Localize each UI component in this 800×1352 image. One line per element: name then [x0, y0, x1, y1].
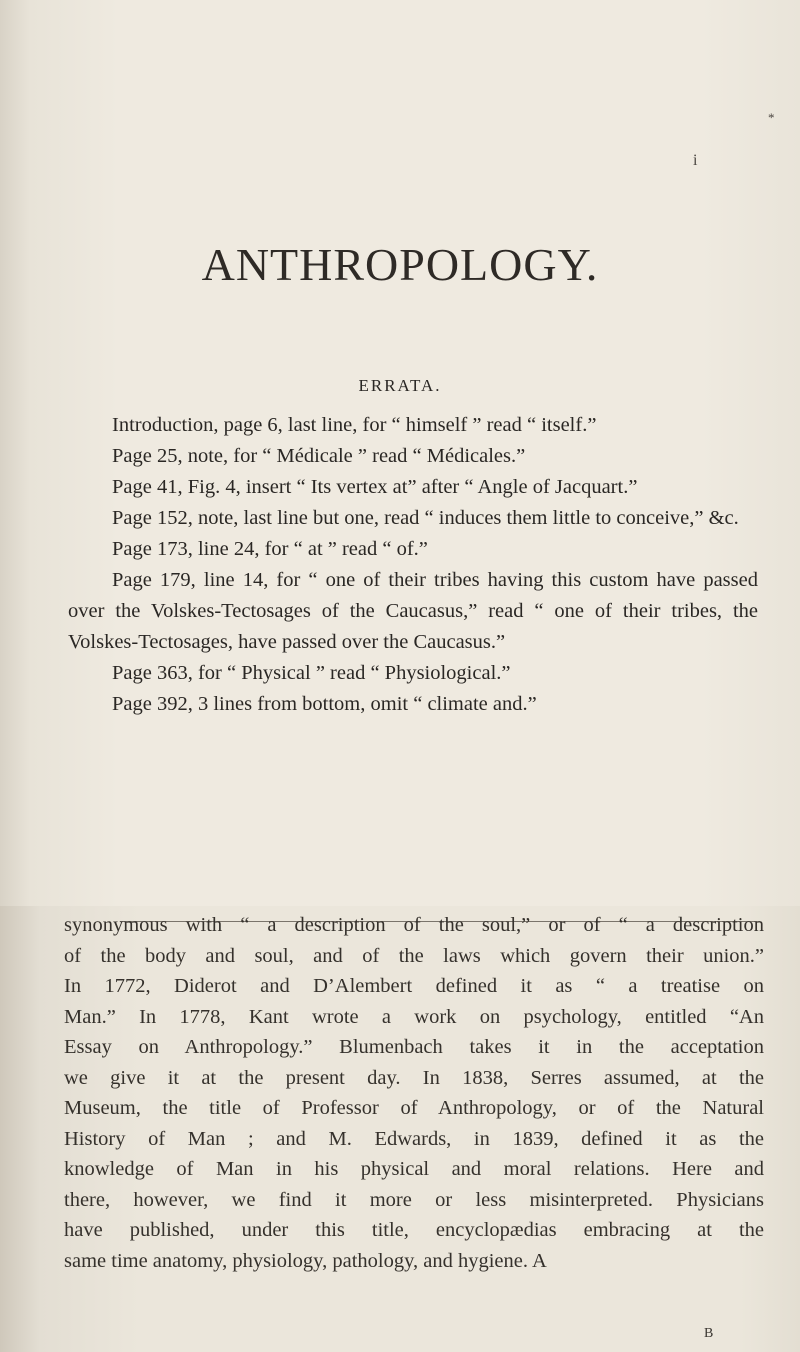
errata-entry: Page 363, for “ Physical ” read “ Physiological.”: [112, 662, 511, 684]
body-line: synonymous with “ a description of the soul,” or of “ a description: [64, 914, 764, 936]
errata-entry: Page 25, note, for “ Médicale ” read “ Médicales.”: [112, 445, 526, 467]
body-line: Museum, the title of Professor of Anthropology, or of the Natural: [64, 1097, 764, 1119]
signature-mark: B: [704, 1326, 714, 1341]
errata-entry: Page 152, note, last line but one, read “ induces them little to conceive,” &c.: [112, 507, 739, 529]
errata-entry: Introduction, page 6, last line, for “ himself ” read “ itself.”: [112, 414, 597, 436]
errata-entry: Page 179, line 14, for “ one of their tribes having this custom have passed over the Volskes-Tectosages of the Caucasus,” read “ one of their tribes, the Volskes-Tectosages, have passed over the Caucasus.”: [68, 569, 758, 653]
body-line: of the body and soul, and of the laws which govern their union.”: [64, 944, 764, 967]
body-line: In 1772, Diderot and D’Alembert defined it as “ a treatise on: [64, 975, 764, 997]
body-line: same time anatomy, physiology, pathology, and hygiene. A: [64, 1249, 547, 1272]
body-line: History of Man ; and M. Edwards, in 1839, defined it as the: [64, 1127, 764, 1150]
errata-list: [68, 410, 758, 720]
body-line: Man.” In 1778, Kant wrote a work on psychology, entitled “An: [64, 1005, 764, 1028]
body-line: we give it at the present day. In 1838, Serres assumed, at the: [64, 1066, 764, 1089]
errata-entry: Page 173, line 24, for “ at ” read “ of.”: [112, 538, 428, 560]
page-title: ANTHROPOLOGY.: [201, 239, 599, 290]
errata-entry: Page 392, 3 lines from bottom, omit “ climate and.”: [112, 693, 537, 715]
errata-heading: ERRATA.: [358, 376, 442, 395]
body-paragraph: [64, 910, 764, 1276]
stray-mark: *: [768, 110, 775, 125]
body-line: Essay on Anthropology.” Blumenbach takes it in the acceptation: [64, 1036, 764, 1058]
errata-entry: Page 41, Fig. 4, insert “ Its vertex at” after “ Angle of Jacquart.”: [112, 476, 638, 498]
body-line: there, however, we find it more or less misinterpreted. Physicians: [64, 1188, 764, 1211]
body-line: knowledge of Man in his physical and moral relations. Here and: [64, 1158, 764, 1180]
stray-mark: i: [693, 152, 698, 169]
body-line: have published, under this title, encyclopædias embracing at the: [64, 1219, 764, 1241]
